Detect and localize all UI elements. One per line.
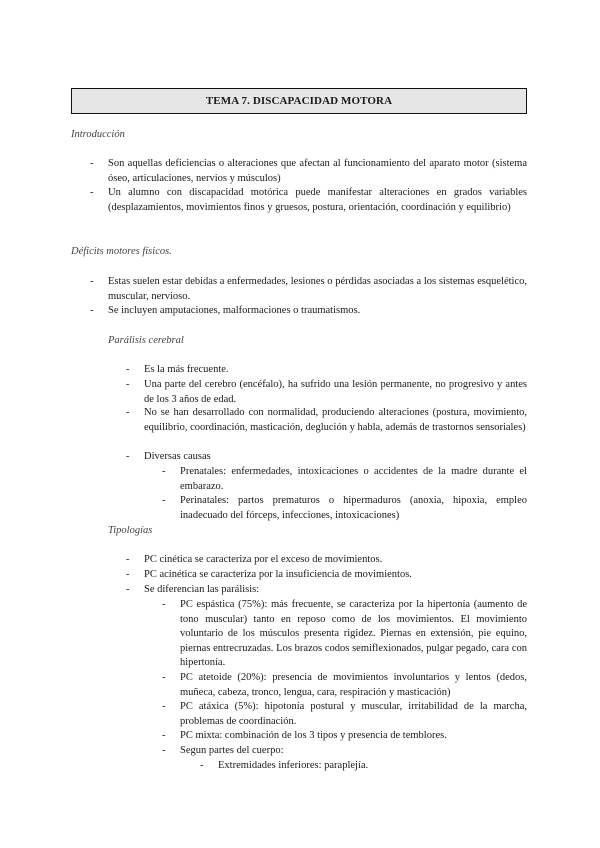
- list-item-text: Son aquellas deficiencias o alteraciones que afectan al funcionamiento del aparato motor (sistema óseo, articulaciones, nervios y músculos): [108, 158, 527, 184]
- list-item: [162, 494, 527, 523]
- list-item-text: Es la más frecuente.: [144, 364, 229, 375]
- list-item-text: Segun partes del cuerpo:: [180, 745, 284, 756]
- list-item: [200, 759, 527, 774]
- list-item: [90, 304, 527, 319]
- list-item-text: PC espástica (75%): más frecuente, se caracteriza por la hipertonía (aumento de tono muscular) tanto en reposo como de los movimientos. El movimiento voluntario de los músculos presenta rigidez. Piernas en extensión, pie equino, piernas entrecruzadas. Los brazos codos semiflexionados, pulgar pegado, cara con hipertonía.: [180, 599, 527, 668]
- list-item: [162, 744, 527, 759]
- list-item: [126, 378, 527, 407]
- list-item: [162, 729, 527, 744]
- list-bullet: -: [126, 584, 130, 595]
- list-item-text: Una parte del cerebro (encéfalo), ha sufrido una lesión permanente, no progresivo y antes de los 3 años de edad.: [144, 379, 527, 405]
- list-item-text: Se incluyen amputaciones, malformaciones o traumatismos.: [108, 305, 361, 316]
- list-bullet: -: [162, 745, 166, 756]
- list-item: [162, 598, 527, 671]
- list-bullet: -: [162, 466, 166, 477]
- list-item: [126, 553, 527, 568]
- list-item: [126, 450, 527, 465]
- section-heading-paralisis: Parálisis cerebral: [108, 335, 184, 346]
- list-bullet: -: [162, 730, 166, 741]
- list-bullet: -: [90, 305, 94, 316]
- list-item: [162, 700, 527, 729]
- list-item: [162, 465, 527, 494]
- list-item: [126, 406, 527, 435]
- list-item: [126, 568, 527, 583]
- list-item-text: PC mixta: combinación de los 3 tipos y presencia de temblores.: [180, 730, 447, 741]
- list-bullet: -: [126, 554, 130, 565]
- list-item-text: Prenatales: enfermedades, intoxicaciones o accidentes de la madre durante el embarazo.: [180, 466, 527, 492]
- list-item-text: Un alumno con discapacidad motórica puede manifestar alteraciones en grados variables (desplazamientos, movimientos finos y gruesos, postura, orientación, coordinación y equilibrio): [108, 187, 527, 213]
- list-item-text: Estas suelen estar debidas a enfermedades, lesiones o pérdidas asociadas a los sistemas esquelético, muscular, nervioso.: [108, 276, 527, 302]
- list-bullet: -: [126, 364, 130, 375]
- list-item: [126, 583, 527, 598]
- list-bullet: -: [162, 672, 166, 683]
- list-item-text: PC atáxica (5%): hipotonía postural y muscular, irritabilidad de la marcha, problemas de coordinación.: [180, 701, 527, 727]
- list-item-text: PC acinética se caracteriza por la insuficiencia de movimientos.: [144, 569, 412, 580]
- list-item-text: Extremidades inferiores: paraplejía.: [218, 760, 369, 771]
- list-bullet: -: [126, 379, 130, 390]
- list-item-text: Diversas causas: [144, 451, 211, 462]
- list-bullet: -: [90, 158, 94, 169]
- list-item: [126, 363, 527, 378]
- list-bullet: -: [162, 701, 166, 712]
- list-bullet: -: [90, 276, 94, 287]
- list-item-text: PC atetoide (20%): presencia de movimientos involuntarios y lentos (dedos, muñeca, cabeza, tronco, lengua, cara, respiración y masticación): [180, 672, 527, 698]
- list-item: [90, 157, 527, 186]
- list-bullet: -: [90, 187, 94, 198]
- list-item: [90, 186, 527, 215]
- list-item-text: Se diferencian las parálisis:: [144, 584, 260, 595]
- list-bullet: -: [200, 760, 204, 771]
- list-item-text: PC cinética se caracteriza por el exceso de movimientos.: [144, 554, 383, 565]
- list-bullet: -: [126, 451, 130, 462]
- list-item-text: No se han desarrollado con normalidad, produciendo alteraciones (postura, movimiento, equilibrio, coordinación, masticación, deglución y habla, además de trastornos sensoriales): [144, 407, 527, 433]
- section-heading-tipologias: Tipologías: [108, 525, 153, 536]
- list-bullet: -: [126, 569, 130, 580]
- list-bullet: -: [126, 407, 130, 418]
- list-bullet: -: [162, 495, 166, 506]
- list-bullet: -: [162, 599, 166, 610]
- section-heading-introduccion: Introducción: [71, 129, 125, 140]
- list-item: [162, 671, 527, 700]
- page-title: TEMA 7. DISCAPACIDAD MOTORA: [71, 88, 527, 114]
- section-heading-deficits: Déficits motores físicos.: [71, 246, 172, 257]
- list-item: [90, 275, 527, 304]
- list-item-text: Perinatales: partos prematuros o hipermaduros (anoxia, hipoxia, empleo inadecuado del fórceps, infecciones, intoxicaciones): [180, 495, 527, 521]
